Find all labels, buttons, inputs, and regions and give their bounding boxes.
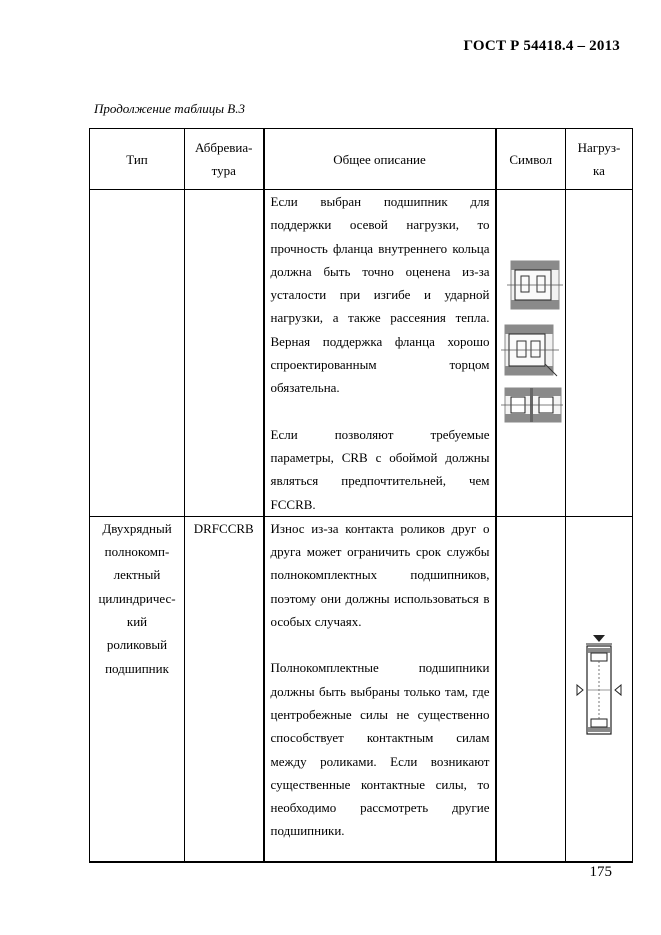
type-line: подшипник xyxy=(105,660,169,676)
text-line: поддержки осевой нагрузки, то xyxy=(270,217,490,233)
description-paragraph xyxy=(265,423,495,516)
text-line: способствует контактным силам xyxy=(270,730,490,746)
cell-load xyxy=(566,190,633,517)
cell-type xyxy=(90,190,185,517)
type-line: роликовый xyxy=(106,637,168,653)
table-row xyxy=(90,190,633,517)
standard-code: ГОСТ Р 54418.4 – 2013 xyxy=(463,38,620,54)
cell-symbol xyxy=(496,516,566,862)
cell-abbr xyxy=(185,190,264,517)
text-line: обязательна. xyxy=(270,380,340,396)
table-header-row xyxy=(90,129,633,190)
cell-symbol xyxy=(496,190,566,517)
bearing-table xyxy=(89,128,633,863)
cell-description xyxy=(264,516,496,862)
cell-description xyxy=(264,190,496,517)
cell-abbr xyxy=(185,516,264,862)
page-number: 175 xyxy=(589,864,612,880)
type-line: Двухрядный xyxy=(102,520,172,536)
col-header-symbol xyxy=(496,129,566,190)
cell-load xyxy=(566,516,633,862)
type-line: кий xyxy=(126,614,148,630)
side-load-left-icon xyxy=(577,685,583,695)
text-line: Верная поддержка фланца хорошо xyxy=(270,333,490,349)
double-row-roller-load-diagram xyxy=(566,635,632,745)
abbreviation: DRFCCRB xyxy=(193,520,254,536)
text-line: являться предпочтительней, чем xyxy=(270,473,490,489)
text-line: полнокомплектных подшипников, xyxy=(270,567,490,583)
type-line: цилиндричес- xyxy=(98,590,176,606)
col-header-desc xyxy=(264,129,496,190)
table-row xyxy=(90,516,633,862)
crb-inner-ring-flange-symbol xyxy=(501,325,559,376)
text-line: необходимо рассмотреть другие xyxy=(270,800,490,816)
col-header-abbr xyxy=(185,129,264,190)
text-line: существенные контактные силы, то xyxy=(270,776,490,792)
load-arrow-icon xyxy=(593,635,605,642)
text-line: центробежные силы не существенно xyxy=(270,706,490,722)
cell-type xyxy=(90,516,185,862)
text-line: Если выбран подшипник для xyxy=(270,194,490,209)
description-paragraph xyxy=(265,656,495,842)
crb-double-roller-symbol xyxy=(501,388,563,422)
col-header-load-line: ка xyxy=(593,163,605,178)
col-header-load-line: Нагруз- xyxy=(577,140,621,155)
text-line: подшипники. xyxy=(270,823,345,839)
type-line: полнокомп- xyxy=(104,544,170,560)
text-line: усталости при изгибе и ударной xyxy=(270,287,490,303)
bearing-symbols-group xyxy=(497,256,565,456)
col-header-desc-line: Общее описание xyxy=(333,151,426,167)
text-line: поэтому они должны использоваться в xyxy=(270,590,490,606)
col-header-load xyxy=(566,129,633,190)
text-line: особых случаях. xyxy=(270,614,362,630)
text-line: Полнокомплектные подшипники xyxy=(270,660,490,676)
crb-outer-ring-flange-symbol xyxy=(507,261,563,309)
text-line: должны быть выбраны только там, где xyxy=(270,683,490,699)
description-paragraph xyxy=(265,517,495,633)
side-load-right-icon xyxy=(615,685,621,695)
text-line: Износ из-за контакта роликов друг о xyxy=(270,520,490,536)
table-caption: Продолжение таблицы В.3 xyxy=(94,101,245,116)
col-header-type-line: Тип xyxy=(126,151,148,167)
text-line: прочность фланца внутреннего кольца xyxy=(270,240,490,256)
text-line: спроектированным торцом xyxy=(270,357,490,373)
description-paragraph xyxy=(265,190,495,400)
col-header-abbr-line: Аббревиа- xyxy=(195,140,253,155)
col-header-abbr-line: тура xyxy=(211,163,236,178)
col-header-symbol-line: Символ xyxy=(509,151,553,167)
text-line: между роликами. Если возникают xyxy=(270,753,490,769)
text-line: Если позволяют требуемые xyxy=(270,426,490,442)
text-line: параметры, CRB с обоймой должны xyxy=(270,449,490,465)
type-line: лектный xyxy=(113,567,161,583)
text-line: друга может ограничить срок службы xyxy=(270,544,490,560)
col-header-type xyxy=(90,129,185,190)
text-line: нагрузки, а также рассеяния тепла. xyxy=(270,310,490,326)
text-line: FCCRB. xyxy=(270,496,316,512)
text-line: должна быть точно оценена из-за xyxy=(270,263,490,279)
